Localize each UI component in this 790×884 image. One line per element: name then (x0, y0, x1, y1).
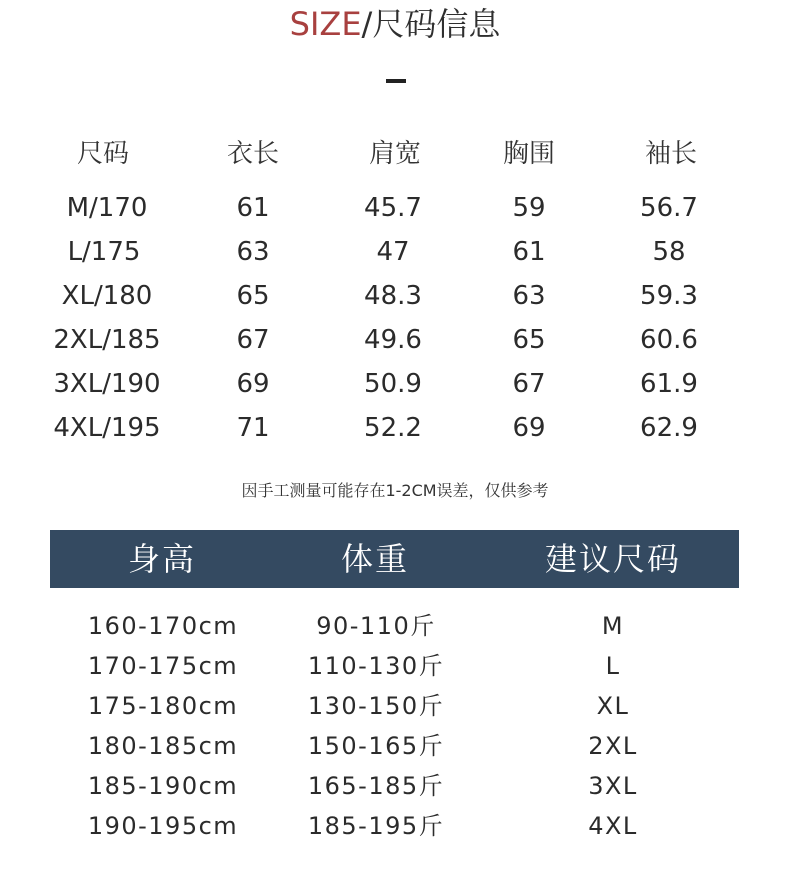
title-divider (386, 79, 406, 83)
recommend-header-weight: 体重 (340, 540, 409, 578)
page-title (0, 2, 790, 46)
measurement-note: 因手工测量可能存在1-2CM误差，仅供参考 (241, 481, 549, 500)
size-cell: 61 (236, 193, 270, 223)
recommend-cell: 3XL (588, 772, 638, 800)
recommend-cell: 150-165斤 (307, 732, 445, 760)
recommend-header-bar (50, 530, 739, 588)
size-cell: 65 (236, 281, 270, 311)
size-cell: 69 (512, 413, 546, 443)
size-cell: 67 (236, 325, 270, 355)
size-cell: 48.3 (364, 281, 422, 311)
size-cell: 59.3 (640, 281, 698, 311)
size-cell: 3XL/190 (53, 369, 161, 399)
recommend-header-size: 建议尺码 (544, 540, 681, 578)
recommend-cell: 185-195斤 (307, 812, 445, 840)
recommend-header-height: 身高 (127, 540, 196, 578)
size-cell: 59 (512, 193, 546, 223)
size-cell: 61.9 (640, 369, 698, 399)
size-cell: 45.7 (364, 193, 422, 223)
recommend-cell: 130-150斤 (307, 692, 445, 720)
size-cell: 49.6 (364, 325, 422, 355)
size-cell: 62.9 (640, 413, 698, 443)
size-cell: 65 (512, 325, 546, 355)
size-cell: 71 (236, 413, 270, 443)
size-cell: 67 (512, 369, 546, 399)
size-cell: 52.2 (364, 413, 422, 443)
size-cell: L/175 (67, 237, 141, 267)
size-cell: 56.7 (640, 193, 698, 223)
size-cell: 58 (652, 237, 686, 267)
title-rest: /尺码信息 (361, 5, 501, 43)
recommend-cell: M (601, 612, 625, 640)
recommend-cell: 2XL (588, 732, 638, 760)
recommend-cell: 175-180cm (87, 692, 239, 720)
recommend-cell: 110-130斤 (307, 652, 445, 680)
size-cell: M/170 (66, 193, 148, 223)
recommend-cell: 190-195cm (87, 812, 239, 840)
recommend-cell: XL (596, 692, 630, 720)
size-cell: XL/180 (61, 281, 153, 311)
size-cell: 60.6 (640, 325, 698, 355)
size-cell: 61 (512, 237, 546, 267)
recommend-cell: 160-170cm (87, 612, 239, 640)
size-cell: 50.9 (364, 369, 422, 399)
size-header-size: 尺码 (76, 139, 129, 169)
recommend-cell: 165-185斤 (307, 772, 445, 800)
recommend-cell: 170-175cm (87, 652, 239, 680)
recommend-cell: 90-110斤 (316, 612, 436, 640)
recommend-cell: 4XL (588, 812, 638, 840)
size-header-shoulder: 肩宽 (368, 139, 421, 169)
size-cell: 2XL/185 (53, 325, 161, 355)
title-accent: SIZE (289, 5, 362, 43)
recommend-cell: L (605, 652, 621, 680)
size-header-sleeve: 袖长 (644, 139, 697, 169)
size-cell: 47 (376, 237, 410, 267)
size-cell: 63 (512, 281, 546, 311)
size-header-chest: 胸围 (502, 139, 555, 169)
recommend-cell: 180-185cm (87, 732, 239, 760)
size-cell: 63 (236, 237, 270, 267)
size-cell: 69 (236, 369, 270, 399)
size-cell: 4XL/195 (53, 413, 161, 443)
size-header-length: 衣长 (226, 139, 279, 169)
recommend-cell: 185-190cm (87, 772, 239, 800)
